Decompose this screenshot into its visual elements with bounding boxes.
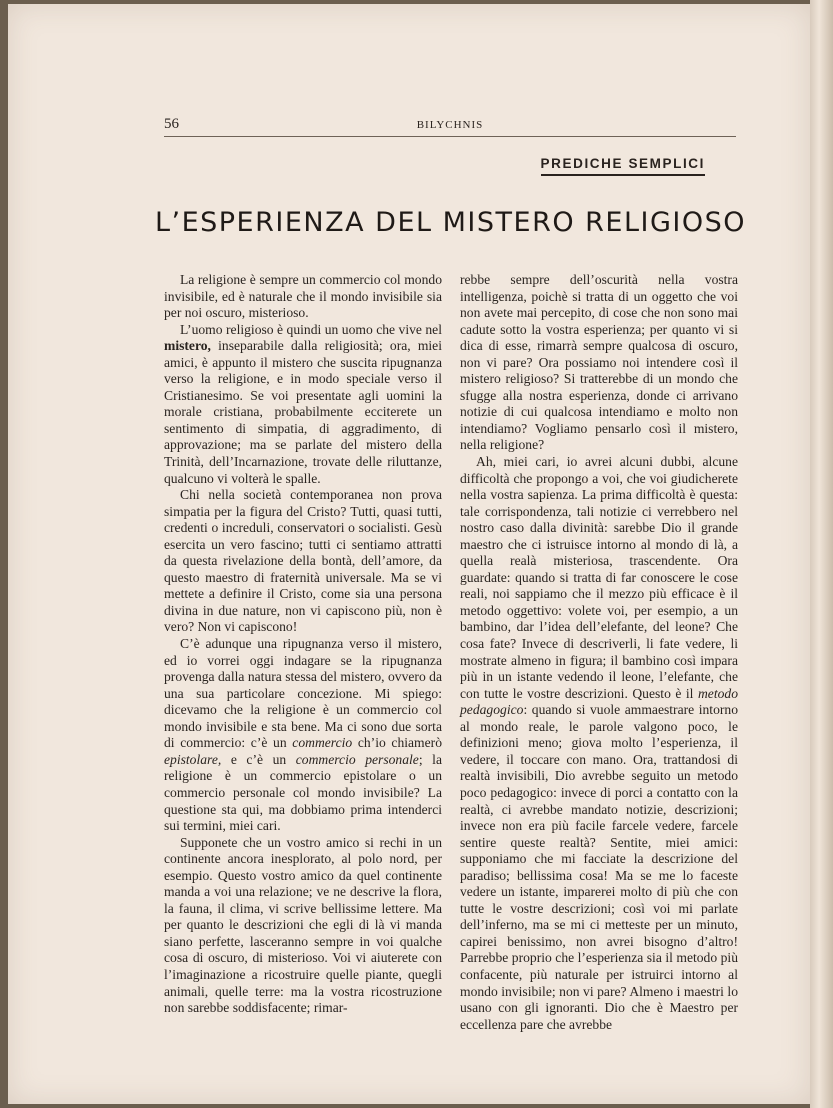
text-column-left [164,272,442,1017]
paragraph: Ah, miei cari, io avrei alcuni dubbi, alcune difficoltà che propongo a voi, che voi giudicherete nella vostra sapienza. La prima difficoltà è questa: tale corrispondenza, tali notizie ci verrebbero nel nostro caso dalla divinità: sarebbe Dio il grande maestro che ci istruisce intorno al mondo di là, a quella realà misteriosa, trascendente. Ora guardate: quando si tratta di far conoscere le cose reali, noi sappiamo che il mezzo più efficace è il metodo oggettivo: volete voi, per esempio, a un bambino, dar l’idea dell’elefante, del leone? Che cosa fate? Invece di descriverli, li fate vedere, li mostrate almeno in figura; il bambino così impara più in un istante vedendo il leone, l’elefante, che con tutte le vostre descrizioni. Questo è il metodo pedagogico: quando si vuole ammaestrare intorno al mondo reale, le parole valgono poco, le definizioni meno; giova molto l’esperienza, il vedere, il toccare con mano. Ora, trattandosi di realtà invisibili, Dio avrebbe seguito un metodo poco pedagogico: invece di porci a contatto con la realtà, ci avrebbe mandato notizie, descrizioni; invece non era più facile farcele vedere, farcele sentire queste realtà? Sentite, miei amici: supponiamo che mi facciate la descrizione del paradiso; bellissima cosa! Ma se me lo faceste vedere un istante, imparerei molto di più che con tutte le vostre descrizioni; così voi mi parlate dell’inferno, ma se mi ci metteste per un minuto, capirei benissimo, non avrei bisogno d’altro! Parrebbe proprio che l’esperienza sia il metodo più confacente, più naturale per istruirci intorno al mondo invisibile; non vi pare? Almeno i maestri lo usano con gli ignoranti. Dio che è Maestro per eccellenza pare che avrebbe [460,454,738,1032]
italic-term: commercio [292,735,353,751]
italic-term: commercio personale [295,751,419,767]
page-number: 56 [164,116,179,132]
italic-term: metodo pedagogico [460,685,738,718]
paragraph: Supponete che un vostro amico si rechi in un continente ancora inesplorato, al polo nord, per esempio. Questo vostro amico da quel continente manda a voi una relazione; ve ne descrive la flora, la fauna, il clima, vi scrive bellissime lettere. Ma per quanto le descrizioni che egli di là vi manda siano perfette, lasceranno sempre in voi qualche cosa di oscuro, di misterioso. Voi vi aiuterete con l’imaginazione a ricostruire quelle piante, quegli animali, quelle terre: ma la vostra ricostruzione non sarebbe soddisfacente; rimar- [164,834,442,1016]
article-title: L’ESPERIENZA DEL MISTERO RELIGIOSO [154,207,747,238]
page-edge [810,0,833,1108]
running-head [164,114,736,137]
text-column-right [460,272,738,1033]
paragraph: La religione è sempre un commercio col mondo invisibile, ed è naturale che il mondo invisibile sia per noi oscuro, misterioso. [164,272,442,321]
paragraph: Chi nella società contemporanea non prova simpatia per la figura del Cristo? Tutti, quasi tutti, credenti o increduli, conservatori o socialisti. Gesù esercita un vero fascino; tutti ci sentiamo attratti da questa rivelazione della bontà, dell’amore, da questo maestro di fraternità universale. Ma se vi mettete a definire il Cristo, come sia una persona divina in due nature, non vi capiscono più, non è vero? Non vi capiscono! [164,487,442,635]
bold-term: mistero, [164,338,211,354]
paragraph: rebbe sempre dell’oscurità nella vostra intelligenza, poichè si tratta di un oggetto che voi non avete mai percepito, di cose che non sono mai cadute sotto la vostra esperienza; per quanto vi si dica di esse, rimarrà sempre qualcosa di oscuro, non vi pare? Ora possiamo noi intendere così il mistero religioso? Si tratterebbe di un mondo che sfugge alla nostra esperienza, donde ci arrivano notizie di cui qualcosa intendiamo e molto non intendiamo? Vogliamo pensarlo così il mistero, nella religione? [460,272,738,453]
section-label: PREDICHE SEMPLICI [541,156,705,176]
paragraph: C’è adunque una ripugnanza verso il mistero, ed io vorrei oggi indagare se la ripugnanza provenga dalla natura stessa del mistero, ovvero da una sua particolare concezione. Mi spiego: dicevamo che la religione è un commercio col mondo invisibile e sta bene. Ma ci sono due sorta di commercio: c’è un commercio ch’io chiamerò epistolare, e c’è un commercio personale; la religione è un commercio epistolare o un commercio personale col mondo invisibile? La questione sta qui, ma dobbiamo prima intenderci sui termini, miei cari. [164,636,442,834]
paragraph: L’uomo religioso è quindi un uomo che vive nel mistero, inseparabile dalla religiosità; ora, miei amici, è appunto il mistero che suscita ripugnanza verso la religione, e in modo speciale verso il Cristianesimo. Se voi presentate agli uomini la morale cristiana, probabilmente ecciterete un sentimento di simpatia, di aggradimento, di approvazione; ma se parlate del mistero della Trinità, dell’Incarnazione, trovate delle riluttanze, qualcuno vi volterà le spalle. [164,321,442,486]
journal-name: BILYCHNIS [416,119,484,131]
italic-term: epistolare, [164,751,222,767]
book-page [8,4,810,1104]
